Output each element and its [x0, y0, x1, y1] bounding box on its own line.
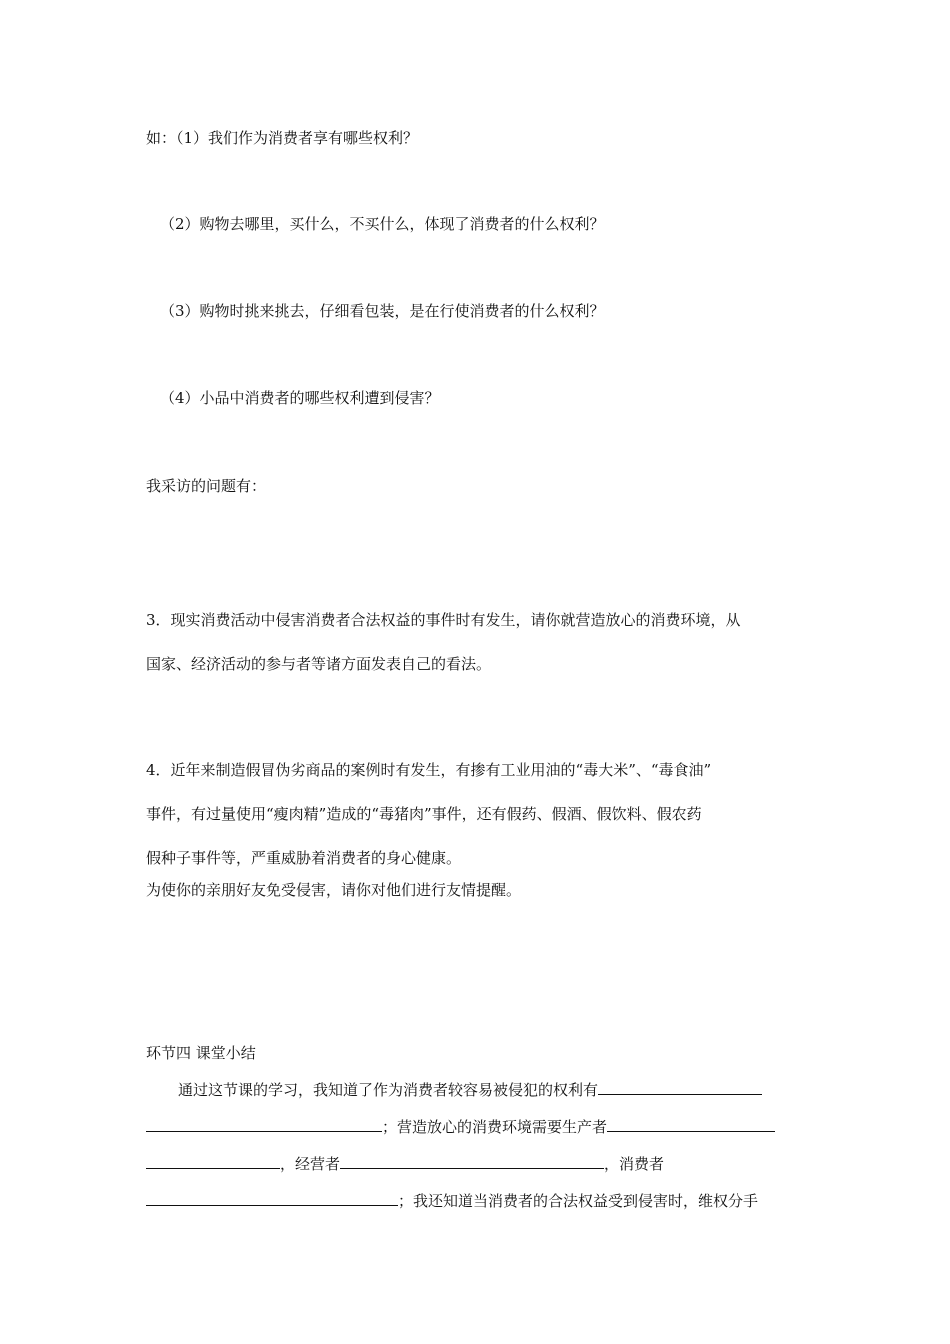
- summary-text-3: ，经营者: [280, 1155, 341, 1173]
- item4-line3: 假种子事件等，严重威胁着消费者的身心健康。: [146, 849, 462, 867]
- blank-rights[interactable]: [598, 1078, 762, 1095]
- blank-rights-cont[interactable]: [146, 1115, 382, 1132]
- question-1: 如：（1）我们作为消费者享有哪些权利？: [146, 129, 419, 147]
- summary-line3: [146, 1152, 664, 1174]
- summary-text-2: ；营造放心的消费环境需要生产者: [382, 1118, 608, 1136]
- summary-line1: [178, 1078, 762, 1100]
- question-2: （2）购物去哪里，买什么，不买什么，体现了消费者的什么权利？: [160, 215, 605, 233]
- summary-text-4: ，消费者: [604, 1155, 665, 1173]
- item4-line2: 事件，有过量使用“瘦肉精”造成的“毒猪肉”事件，还有假药、假酒、假饮料、假农药: [146, 805, 702, 823]
- item3-line1: 3．现实消费活动中侵害消费者合法权益的事件时有发生，请你就营造放心的消费环境，从: [146, 611, 741, 629]
- blank-operator[interactable]: [340, 1152, 604, 1169]
- section-heading: 环节四 课堂小结: [146, 1044, 256, 1062]
- blank-producer-cont[interactable]: [146, 1152, 280, 1169]
- item3-line2: 国家、经济活动的参与者等诸方面发表自己的看法。: [146, 655, 492, 673]
- my-questions-label: 我采访的问题有：: [146, 477, 267, 495]
- question-3: （3）购物时挑来挑去，仔细看包装，是在行使消费者的什么权利？: [160, 302, 605, 320]
- item4-line4: 为使你的亲朋好友免受侵害，请你对他们进行友情提醒。: [146, 881, 522, 899]
- item4-line1: 4．近年来制造假冒伪劣商品的案例时有发生，有掺有工业用油的“毒大米”、“毒食油”: [146, 761, 712, 779]
- summary-text-5: ；我还知道当消费者的合法权益受到侵害时，维权分手: [398, 1192, 759, 1210]
- blank-producer[interactable]: [607, 1115, 775, 1132]
- blank-consumer[interactable]: [146, 1189, 398, 1206]
- summary-line4: [146, 1189, 758, 1211]
- question-4: （4）小品中消费者的哪些权利遭到侵害？: [160, 389, 440, 407]
- summary-text-1: 通过这节课的学习，我知道了作为消费者较容易被侵犯的权利有: [178, 1081, 599, 1099]
- summary-line2: [146, 1115, 775, 1137]
